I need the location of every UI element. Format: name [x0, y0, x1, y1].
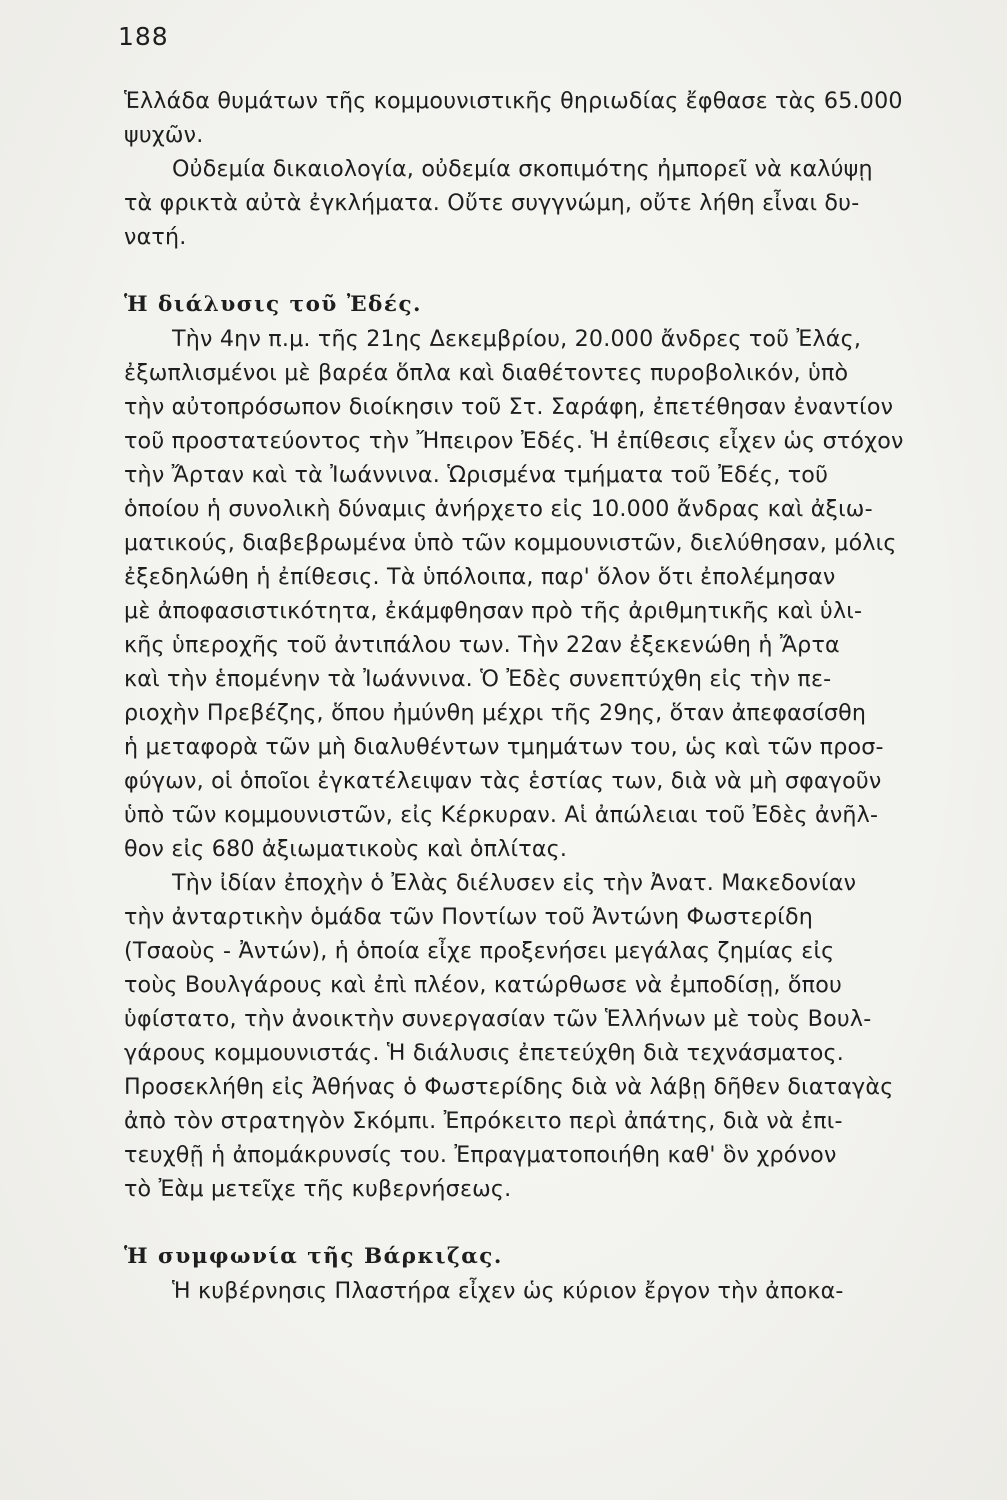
text-line: τὴν ἀνταρτικὴν ὁμάδα τῶν Ποντίων τοῦ Ἀντώνη Φωστερίδη [124, 904, 814, 930]
text-line: τοὺς Βουλγάρους καὶ ἐπὶ πλέον, κατώρθωσε νὰ ἐμποδίσῃ, ὅπου [124, 972, 843, 998]
text-line: Ἡ κυβέρνησις Πλαστήρα εἶχεν ὡς κύριον ἔργον τὴν ἀποκα- [172, 1278, 844, 1304]
text-line: (Τσαοὺς - Ἀντών), ἡ ὁποία εἶχε προξενήσει μεγάλας ζημίας εἰς [124, 938, 835, 964]
page-text [124, 84, 986, 1308]
text-line: τὰ φρικτὰ αὐτὰ ἐγκλήματα. Οὔτε συγγνώμη, οὔτε λήθη εἶναι δυ- [124, 190, 860, 216]
text-line: ὁποίου ἡ συνολικὴ δύναμις ἀνήρχετο εἰς 10.000 ἄνδρας καὶ ἀξιω- [124, 496, 873, 522]
text-line: ριοχὴν Πρεβέζης, ὅπου ἠμύνθη μέχρι τῆς 29ης, ὅταν ἀπεφασίσθη [124, 700, 867, 726]
text-line: μὲ ἀποφασιστικότητα, ἐκάμφθησαν πρὸ τῆς ἀριθμητικῆς καὶ ὑλι- [124, 598, 863, 624]
text-line: ψυχῶν. [124, 122, 204, 148]
text-line: Ἑλλάδα θυμάτων τῆς κομμουνιστικῆς θηριωδίας ἔφθασε τὰς 65.000 [124, 88, 903, 114]
section-heading: Ἡ διάλυσις τοῦ Ἐδές. [124, 292, 423, 317]
section-heading: Ἡ συμφωνία τῆς Βάρκιζας. [124, 1244, 503, 1269]
page-number: 188 [118, 22, 169, 51]
text-line: ἐξεδηλώθη ἡ ἐπίθεσις. Τὰ ὑπόλοιπα, παρ' ὅλον ὅτι ἐπολέμησαν [124, 564, 836, 590]
text-line: ὑφίστατο, τὴν ἀνοικτὴν συνεργασίαν τῶν Ἑλλήνων μὲ τοὺς Βουλ- [124, 1006, 872, 1032]
text-line: ἀπὸ τὸν στρατηγὸν Σκόμπι. Ἐπρόκειτο περὶ ἀπάτης, διὰ νὰ ἐπι- [124, 1108, 843, 1134]
text-line: γάρους κομμουνιστάς. Ἡ διάλυσις ἐπετεύχθη διὰ τεχνάσματος. [124, 1040, 845, 1066]
text-line: κῆς ὑπεροχῆς τοῦ ἀντιπάλου των. Τὴν 22αν ἐξεκενώθη ἡ Ἄρτα [124, 632, 840, 658]
text-line: ἐξωπλισμένοι μὲ βαρέα ὅπλα καὶ διαθέτοντες πυροβολικόν, ὑπὸ [124, 360, 849, 386]
text-line: Τὴν 4ην π.μ. τῆς 21ης Δεκεμβρίου, 20.000 ἄνδρες τοῦ Ἐλάς, [172, 326, 862, 352]
text-line: ὑπὸ τῶν κομμουνιστῶν, εἰς Κέρκυραν. Αἱ ἀπώλειαι τοῦ Ἐδὲς ἀνῆλ- [124, 802, 879, 828]
text-line: τὴν αὐτοπρόσωπον διοίκησιν τοῦ Στ. Σαράφη, ἐπετέθησαν ἐναντίον [124, 394, 894, 420]
text-line: ἡ μεταφορὰ τῶν μὴ διαλυθέντων τμημάτων του, ὡς καὶ τῶν προσ- [124, 734, 884, 760]
text-line: νατή. [124, 224, 187, 250]
text-line: Προσεκλήθη εἰς Ἀθήνας ὁ Φωστερίδης διὰ νὰ λάβῃ δῆθεν διαταγὰς [124, 1074, 894, 1100]
text-line: τὴν Ἄρταν καὶ τὰ Ἰωάννινα. Ὡρισμένα τμήματα τοῦ Ἐδές, τοῦ [124, 462, 829, 488]
section-gap [124, 1206, 986, 1240]
text-line: ματικούς, διαβεβρωμένα ὑπὸ τῶν κομμουνιστῶν, διελύθησαν, μόλις [124, 530, 897, 556]
text-line: τευχθῇ ἡ ἀπομάκρυνσίς του. Ἐπραγματοποιήθη καθ' ὃν χρόνον [124, 1142, 837, 1168]
text-line: τὸ Ἐὰμ μετεῖχε τῆς κυβερνήσεως. [124, 1176, 512, 1202]
text-line: Οὐδεμία δικαιολογία, οὐδεμία σκοπιμότης ἠμπορεῖ νὰ καλύψῃ [172, 156, 873, 182]
section-gap [124, 254, 986, 288]
text-line: φύγων, οἱ ὁποῖοι ἐγκατέλειψαν τὰς ἑστίας των, διὰ νὰ μὴ σφαγοῦν [124, 768, 882, 794]
text-line: θον εἰς 680 ἀξιωματικοὺς καὶ ὁπλίτας. [124, 836, 568, 862]
text-line: καὶ τὴν ἑπομένην τὰ Ἰωάννινα. Ὁ Ἐδὲς συνεπτύχθη εἰς τὴν πε- [124, 666, 832, 692]
text-line: Τὴν ἰδίαν ἐποχὴν ὁ Ἐλὰς διέλυσεν εἰς τὴν Ἀνατ. Μακεδονίαν [172, 870, 857, 896]
text-line: τοῦ προστατεύοντος τὴν Ἤπειρον Ἐδές. Ἡ ἐπίθεσις εἶχεν ὡς στόχον [124, 428, 904, 454]
